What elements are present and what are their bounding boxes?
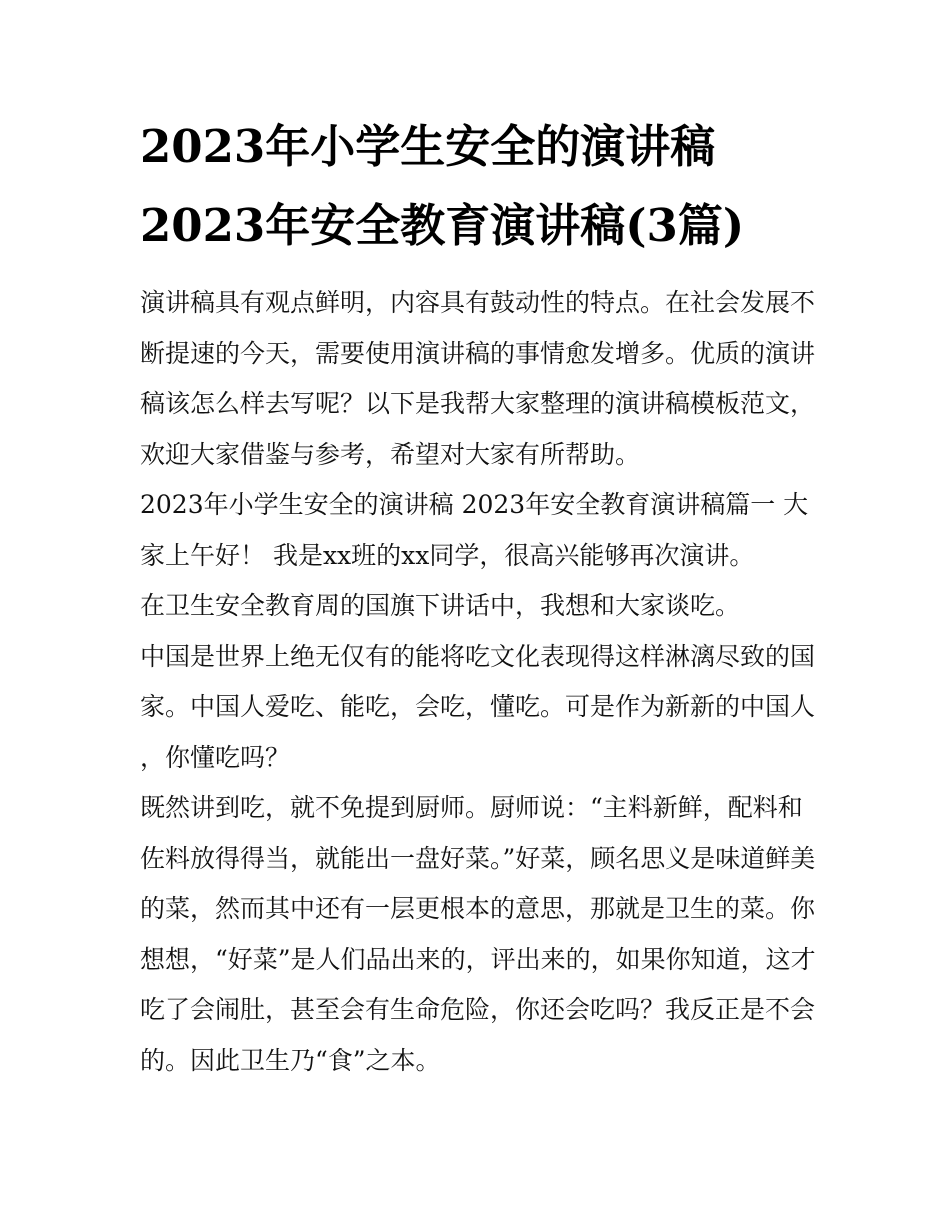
- paragraph-greeting: 2023年小学生安全的演讲稿 2023年安全教育演讲稿篇一 大家上午好！ 我是xx班的xx同学，很高兴能够再次演讲。: [140, 490, 809, 570]
- paragraph-topic: 在卫生安全教育周的国旗下讲话中，我想和大家谈吃。: [140, 591, 741, 620]
- paragraph-food-culture: 中国是世界上绝无仅有的能将吃文化表现得这样淋漓尽致的国家。中国人爱吃、能吃，会吃，懂吃。可是作为新新的中国人，你懂吃吗？: [140, 641, 816, 772]
- document-title-line-2: 2023年安全教育演讲稿(3篇): [140, 199, 745, 252]
- document-body: [140, 278, 816, 1086]
- document-title-line-1: 2023年小学生安全的演讲稿: [140, 120, 716, 173]
- paragraph-chef: 既然讲到吃，就不免提到厨师。厨师说：“主料新鲜，配料和佐料放得得当，就能出一盘好菜。”好菜，顾名思义是味道鲜美的菜，然而其中还有一层更根本的意思，那就是卫生的菜。你想想，“好菜”是人们品出来的，评出来的，如果你知道，这才吃了会闹肚，甚至会有生命危险，你还会吃吗？我反正是不会的。因此卫生乃“食”之本。: [140, 793, 816, 1075]
- paragraph-intro: 演讲稿具有观点鲜明，内容具有鼓动性的特点。在社会发展不断提速的今天，需要使用演讲稿的事情愈发增多。优质的演讲稿该怎么样去写呢？以下是我帮大家整理的演讲稿模板范文，欢迎大家借鉴与参考，希望对大家有所帮助。: [140, 288, 816, 469]
